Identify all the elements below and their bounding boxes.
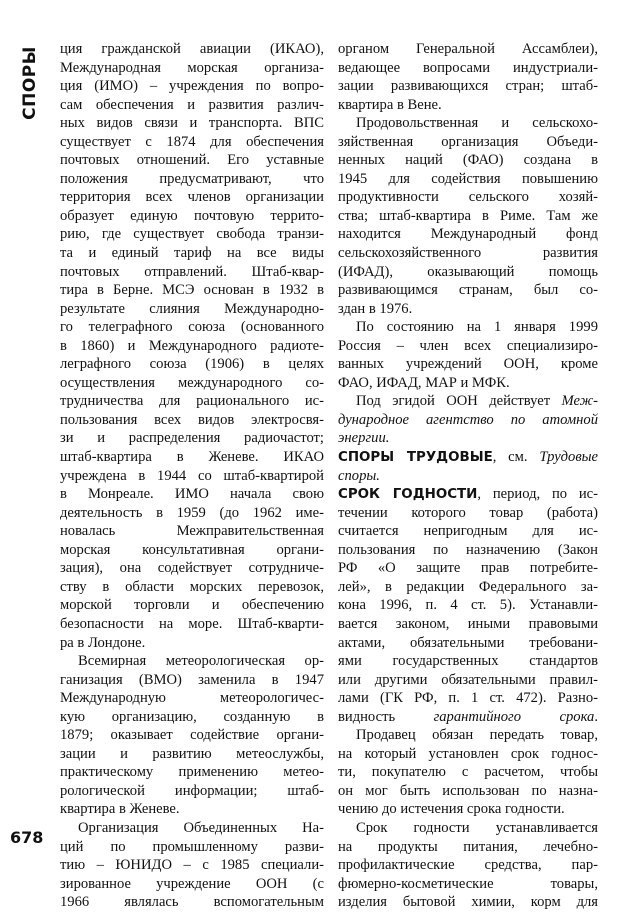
text-line (338, 615, 598, 634)
line-text: или другими обязательными правил- (338, 671, 598, 688)
line-text: морской торговли и обеспечению (60, 597, 324, 614)
text-line (60, 207, 324, 226)
text-line (338, 875, 598, 894)
text-line (338, 318, 598, 337)
line-text: ра в Лондоне. (60, 634, 146, 651)
text-line (60, 337, 324, 356)
text-line (60, 392, 324, 411)
text-line (60, 467, 324, 486)
running-head (12, 38, 48, 128)
line-text: ганизация (ВМО) заменила в 1947 (60, 671, 324, 688)
line-text: 1966 являлась вспомогательным (60, 894, 324, 911)
text-line (60, 875, 324, 894)
line-text-tail: . (594, 708, 598, 725)
line-text: в 1860) и Международного радиоте- (60, 337, 324, 354)
text-line (338, 225, 598, 244)
text-line (338, 281, 598, 300)
text-line (338, 856, 598, 875)
text-line (60, 504, 324, 523)
line-text: 1879; оказывает содействие органи- (60, 727, 324, 744)
text-line (338, 745, 598, 764)
line-text: почтовых отношений. Его уставные (60, 152, 324, 169)
text-line (60, 188, 324, 207)
text-line (338, 355, 598, 374)
line-text: пользования по назначению (Закон (338, 541, 598, 558)
line-text: профилактические средства, пар- (338, 857, 598, 874)
text-line (60, 634, 324, 653)
text-line (60, 800, 324, 819)
text-line (338, 300, 598, 319)
line-text: находится Международный фонд (338, 226, 598, 243)
cross-reference: Меж- (561, 393, 598, 410)
text-line (338, 634, 598, 653)
line-text: ных видов связи и транспорта. ВПС (60, 115, 324, 132)
line-text: рию, где существует свобода транзи- (60, 226, 324, 243)
cross-reference: гарантийного срока (433, 708, 595, 725)
line-text: течении которого товар (работа) (338, 504, 598, 521)
text-line (338, 207, 598, 226)
line-text: Срок годности устанавливается (356, 819, 598, 836)
line-text: безопасности на море. Штаб-кварти- (60, 615, 324, 632)
line-text: считается непригодным для ис- (338, 523, 598, 540)
text-line (60, 745, 324, 764)
line-text: , период, по ис- (477, 486, 598, 503)
line-text: осуществления международного со- (60, 374, 324, 391)
text-line (338, 151, 598, 170)
text-line (338, 578, 598, 597)
line-text: продуктивности сельского хозяй- (338, 189, 598, 206)
text-line (60, 689, 324, 708)
text-line (338, 59, 598, 78)
text-line (60, 281, 324, 300)
text-line (338, 467, 598, 486)
text-line (60, 893, 324, 912)
text-line (60, 263, 324, 282)
text-line (60, 522, 324, 541)
cross-reference: энергии. (338, 430, 390, 447)
line-text: лей», в редакции Федерального за- (338, 578, 598, 595)
line-text: лами (ГК РФ, п. 1 ст. 472). Разно- (338, 690, 598, 707)
cross-reference: споры. (338, 467, 380, 484)
line-text: он мог быть использован по назна- (338, 782, 598, 799)
text-line (60, 615, 324, 634)
text-line (60, 485, 324, 504)
headword: СПОРЫ ТРУДОВЫЕ (338, 450, 493, 466)
text-line (338, 893, 598, 912)
text-line (60, 374, 324, 393)
line-text: ванных учреждений ООН, кроме (338, 356, 598, 373)
line-text: По состоянию на 1 января 1999 (356, 319, 598, 336)
line-text: здан в 1976. (338, 300, 413, 317)
left-column (60, 40, 324, 912)
text-line (338, 708, 598, 727)
page-number: 678 (10, 828, 44, 847)
line-text: морская консультативная органи- (60, 541, 324, 558)
text-line (338, 689, 598, 708)
line-text: квартира в Вене. (338, 96, 442, 113)
line-text: изделия бытовой химии, корм для (338, 894, 598, 911)
line-text: видность (338, 708, 434, 725)
line-text: почтовых отправлений. Штаб-квар- (60, 263, 324, 280)
text-line (60, 40, 324, 59)
text-line (338, 411, 598, 430)
line-text: фюмерно-косметические товары, (338, 875, 598, 892)
text-line (60, 819, 324, 838)
line-text: вается законом, иными правовыми (338, 615, 598, 632)
line-text: деятельность в 1959 (до 1962 име- (60, 504, 324, 521)
line-text: сельскохозяйственного развития (338, 245, 598, 262)
text-line (338, 448, 598, 467)
text-line (60, 96, 324, 115)
line-text: чению до истечения срока годности. (338, 801, 565, 818)
text-line (60, 300, 324, 319)
text-line (338, 170, 598, 189)
text-line (338, 504, 598, 523)
line-text: ства; штаб-квартира в Риме. Там же (338, 207, 598, 224)
text-line (338, 263, 598, 282)
headword: СРОК ГОДНОСТИ (338, 487, 478, 503)
text-line (338, 114, 598, 133)
line-text: органом Генеральной Ассамблеи), (338, 41, 598, 57)
text-line (60, 133, 324, 152)
text-line (338, 596, 598, 615)
line-text: на который установлен срок годнос- (338, 745, 598, 762)
text-line (60, 671, 324, 690)
text-line (338, 522, 598, 541)
line-text: 1945 для содействия повышению (338, 170, 598, 187)
text-line (60, 596, 324, 615)
text-line (338, 374, 598, 393)
line-text: ведающее вопросами индустриали- (338, 59, 598, 76)
line-text: зация), она содействует сотрудниче- (60, 560, 324, 577)
line-text: Под эгидой ООН действует (356, 393, 562, 410)
text-line (60, 244, 324, 263)
line-text: новалась Межправительственная (60, 523, 324, 540)
text-line (338, 782, 598, 801)
line-text: Продавец обязан передать товар, (356, 727, 598, 744)
text-line (60, 541, 324, 560)
line-text: результате слияния Международно- (60, 300, 324, 317)
line-text: кона 1996, п. 4 ст. 5). Устанавли- (338, 597, 598, 614)
line-text: зяйственная организация Объеди- (338, 133, 598, 150)
right-column (338, 40, 598, 912)
line-text: ти, покупателю с расчетом, чтобы (338, 764, 598, 781)
line-text: трудничества для рационального ис- (60, 393, 324, 410)
text-line (60, 782, 324, 801)
line-text: территория всех членов организации (60, 189, 324, 206)
text-line (338, 819, 598, 838)
text-line (60, 763, 324, 782)
text-line (338, 77, 598, 96)
text-line (338, 671, 598, 690)
line-text: ству в области морских перевозок, (60, 578, 324, 595)
line-text: ненных наций (ФАО) создана в (338, 152, 598, 169)
text-line (338, 652, 598, 671)
text-line (60, 59, 324, 78)
line-text: в Монреале. ИМО начала свою (60, 486, 324, 503)
text-line (60, 318, 324, 337)
text-line (338, 96, 598, 115)
line-text: практическому применению метео- (60, 764, 324, 781)
text-line (60, 429, 324, 448)
line-text: зи и распределения радиочастот; (60, 430, 324, 447)
line-text: Международную метеорологичес- (60, 690, 324, 707)
line-text: на продукты питания, лечебно- (338, 838, 598, 855)
text-line (338, 541, 598, 560)
line-text: рологической информации; штаб- (60, 782, 324, 799)
text-line (60, 114, 324, 133)
text-line (338, 40, 598, 59)
text-line (60, 652, 324, 671)
line-text: актами, обязательными требовани- (338, 634, 598, 651)
cross-reference: Трудовые (539, 449, 599, 466)
line-text: го телеграфного союза (основанного (60, 319, 324, 336)
line-text: Международная морская организа- (60, 59, 324, 76)
text-line (60, 726, 324, 745)
text-line (60, 225, 324, 244)
line-text: зированное учреждение ООН (с (60, 875, 324, 892)
line-text: ция гражданской авиации (ИКАО), (60, 41, 324, 57)
text-line (60, 170, 324, 189)
text-line (338, 429, 598, 448)
text-line (338, 485, 598, 504)
line-text: учреждена в 1944 со штаб-квартирой (60, 467, 324, 484)
line-text: сам обеспечения и развития различ- (60, 96, 324, 113)
text-line (60, 578, 324, 597)
line-text: положения предусматривают, что (60, 170, 324, 187)
line-text: Всемирная метеорологическая ор- (78, 653, 324, 670)
text-line (338, 559, 598, 578)
text-line (60, 448, 324, 467)
line-text: ций по промышленному разви- (60, 838, 324, 855)
line-text: тира в Берне. МСЭ основан в 1932 в (60, 282, 324, 299)
text-line (338, 726, 598, 745)
text-line (338, 838, 598, 857)
text-line (60, 838, 324, 857)
line-text: (ИФАД), оказывающий помощь (338, 263, 598, 280)
text-line (60, 856, 324, 875)
line-text: та и единый тариф на все виды (60, 245, 324, 262)
text-line (60, 411, 324, 430)
line-text: , см. (492, 449, 540, 466)
line-text: ФАО, ИФАД, МАР и МФК. (338, 374, 510, 391)
text-line (338, 763, 598, 782)
line-text: образует единую почтовую террито- (60, 207, 324, 224)
line-text: Россия – член всех специализиро- (338, 337, 598, 354)
line-text: Организация Объединенных На- (78, 819, 324, 836)
text-line (60, 708, 324, 727)
text-line (338, 800, 598, 819)
line-text: тию – ЮНИДО – с 1985 специали- (60, 857, 324, 874)
line-text: развивающимся странам, был со- (338, 282, 598, 299)
line-text: кую организацию, созданную в (60, 708, 324, 725)
line-text: штаб-квартира в Женеве. ИКАО (60, 449, 324, 466)
line-text: РФ «О защите прав потребите- (338, 560, 598, 577)
text-line (338, 337, 598, 356)
text-line (338, 188, 598, 207)
line-text: квартира в Женеве. (60, 801, 180, 818)
line-text: Продовольственная и сельскохо- (356, 115, 598, 132)
text-line (60, 151, 324, 170)
text-line (338, 392, 598, 411)
line-text: леграфного союза (1906) в целях (60, 356, 324, 373)
cross-reference: дународное агентство по атомной (338, 411, 598, 428)
text-line (60, 77, 324, 96)
line-text: пользования всех видов электросвя- (60, 411, 324, 428)
line-text: зации развивающихся стран; штаб- (338, 78, 598, 95)
running-head-text: СПОРЫ (20, 46, 40, 120)
line-text: ями государственных стандартов (338, 653, 598, 670)
text-line (60, 355, 324, 374)
line-text: зации и развитию метеослужбы, (60, 745, 324, 762)
text-line (60, 559, 324, 578)
text-line (338, 244, 598, 263)
line-text: существует с 1874 для обеспечения (60, 133, 324, 150)
text-line (338, 133, 598, 152)
line-text: ция (ИМО) – учреждения по вопро- (60, 78, 324, 95)
